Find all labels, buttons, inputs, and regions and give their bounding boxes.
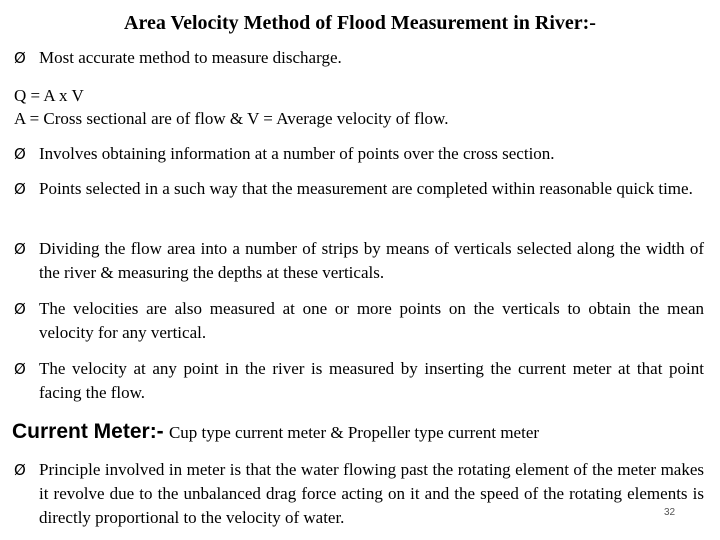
bullet-text: The velocities are also measured at one or more points on the verticals to obtain the mean velocity for any vertical. xyxy=(39,299,704,342)
bullet-item xyxy=(14,142,704,166)
arrow-bullet-icon: Ø xyxy=(14,180,26,198)
bullet-item xyxy=(14,458,704,530)
arrow-bullet-icon: Ø xyxy=(14,461,26,479)
bullet-text: The velocity at any point in the river is measured by inserting the current meter at that point facing the flow. xyxy=(39,359,704,402)
bullet-text: Dividing the flow area into a number of strips by means of verticals selected along the width of the river & measuring the depths at these verticals. xyxy=(39,239,704,282)
bullet-text: Involves obtaining information at a number of points over the cross section. xyxy=(39,144,555,163)
current-meter-title: Current Meter:- xyxy=(12,420,164,443)
page-number: 32 xyxy=(664,507,676,518)
formula-definition: A = Cross sectional are of flow & V = Average velocity of flow. xyxy=(14,109,449,128)
bullet-item xyxy=(14,297,704,345)
bullet-item xyxy=(14,237,704,285)
current-meter-types: Cup type current meter & Propeller type current meter xyxy=(168,423,540,442)
bullet-item xyxy=(14,177,704,201)
slide-title: Area Velocity Method of Flood Measurement in River:- xyxy=(124,12,596,34)
bullet-item xyxy=(14,357,704,405)
arrow-bullet-icon: Ø xyxy=(14,300,26,318)
arrow-bullet-icon: Ø xyxy=(14,145,26,163)
formula: Q = A x V xyxy=(14,86,84,105)
arrow-bullet-icon: Ø xyxy=(14,360,26,378)
bullet-text: Most accurate method to measure discharge. xyxy=(39,48,342,67)
bullet-text: Points selected in a such way that the measurement are completed within reasonable quick time. xyxy=(39,179,693,198)
bullet-text: Principle involved in meter is that the water flowing past the rotating element of the meter makes it revolve due to the unbalanced drag force acting on it and the speed of the rotating elements is directly proportional to the velocity of water. xyxy=(39,460,704,527)
arrow-bullet-icon: Ø xyxy=(14,240,26,258)
bullet-item xyxy=(14,46,704,70)
current-meter-heading xyxy=(12,419,539,444)
arrow-bullet-icon: Ø xyxy=(14,49,26,67)
